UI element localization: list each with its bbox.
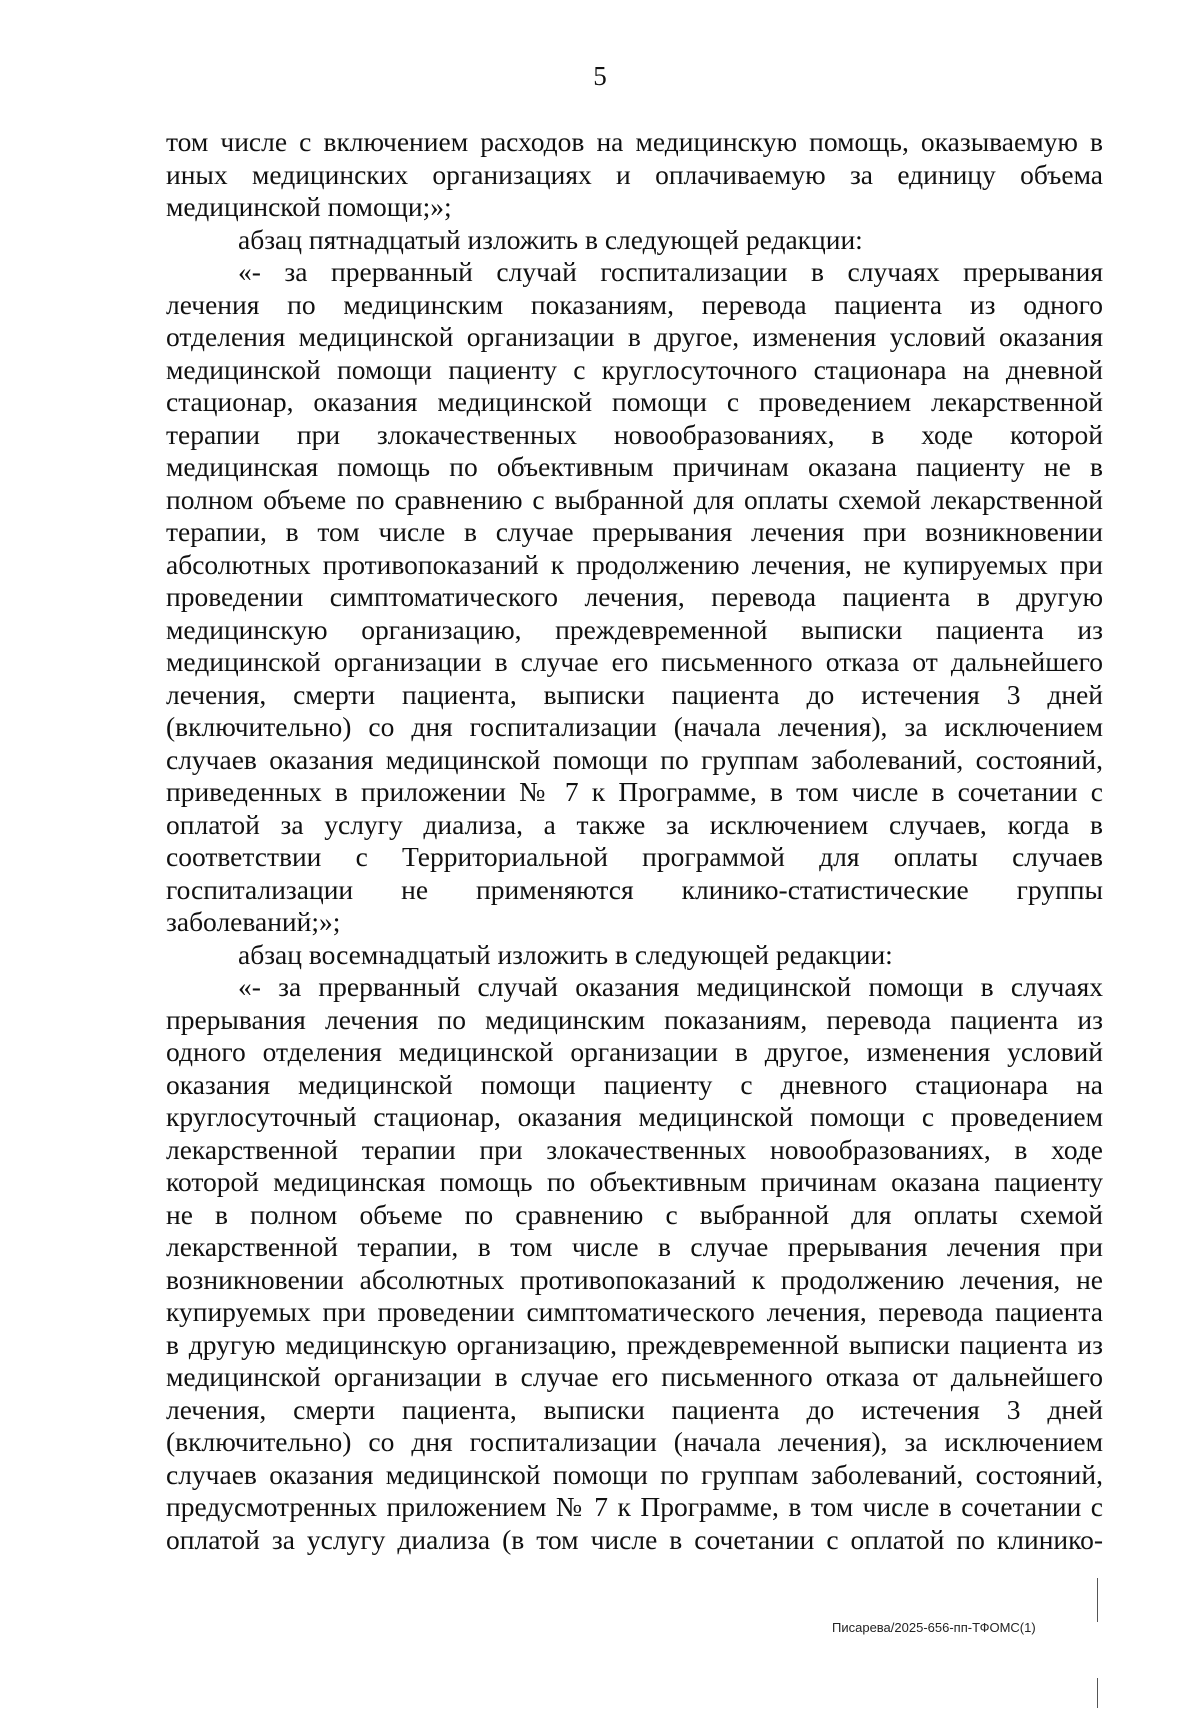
text-line: лечения, смерти пациента, выписки пациента до истечения 3 дней <box>166 678 1103 710</box>
scan-edge-mark <box>1097 1578 1098 1622</box>
text-line: стационар, оказания медицинской помощи с проведением лекарственной <box>166 386 1103 417</box>
text-line: лечения по медицинским показаниям, перевода пациента из одного <box>166 288 1103 320</box>
text-line: (включительно) со дня госпитализации (начала лечения), за исключением <box>166 1426 1103 1457</box>
text-line: соответствии с Территориальной программой для оплаты случаев <box>166 841 1103 872</box>
text-line: оплатой за услугу диализа (в том числе в сочетании с оплатой по клинико- <box>166 1523 1103 1555</box>
text-line: медицинская помощь по объективным причинам оказана пациенту не в <box>166 451 1103 482</box>
text-line: лекарственной терапии при злокачественных новообразованиях, в ходе <box>166 1133 1103 1165</box>
text-line: прерывания лечения по медицинским показаниям, перевода пациента из <box>166 1003 1103 1035</box>
text-line: в другую медицинскую организацию, преждевременной выписки пациента из <box>166 1328 1103 1360</box>
paragraph-first-line: «- за прерванный случай оказания медицинской помощи в случаях <box>238 971 1103 1002</box>
text-line: случаев оказания медицинской помощи по группам заболеваний, состояний, <box>166 1458 1103 1490</box>
text-line: лечения, смерти пациента, выписки пациента до истечения 3 дней <box>166 1393 1103 1425</box>
text-line: не в полном объеме по сравнению с выбранной для оплаты схемой <box>166 1198 1103 1230</box>
text-line: приведенных в приложении № 7 к Программе, в том числе в сочетании с <box>166 776 1103 807</box>
text-line: госпитализации не применяются клинико-статистические группы <box>166 873 1103 905</box>
paragraph-first-line: абзац пятнадцатый изложить в следующей редакции: <box>238 223 863 255</box>
page-number: 5 <box>593 61 607 91</box>
text-line: иных медицинских организациях и оплачиваемую за единицу объема <box>166 158 1103 190</box>
text-line: медицинской организации в случае его письменного отказа от дальнейшего <box>166 646 1103 677</box>
text-line: случаев оказания медицинской помощи по группам заболеваний, состояний, <box>166 743 1103 775</box>
text-line: проведении симптоматического лечения, перевода пациента в другую <box>166 581 1103 612</box>
text-line: которой медицинская помощь по объективным причинам оказана пациенту <box>166 1166 1103 1197</box>
scan-edge-mark <box>1097 1678 1098 1708</box>
text-line: предусмотренных приложением № 7 к Программе, в том числе в сочетании с <box>166 1491 1103 1522</box>
text-line: купируемых при проведении симптоматического лечения, перевода пациента <box>166 1296 1103 1327</box>
text-line: лекарственной терапии, в том числе в случае прерывания лечения при <box>166 1231 1103 1262</box>
text-line: медицинской помощи;»; <box>166 191 452 222</box>
document-body <box>166 126 1103 1556</box>
text-line: том числе с включением расходов на медицинскую помощь, оказываемую в <box>166 126 1103 157</box>
paragraph-first-line: «- за прерванный случай госпитализации в случаях прерывания <box>238 256 1103 287</box>
text-line: круглосуточный стационар, оказания медицинской помощи с проведением <box>166 1101 1103 1132</box>
text-line: абсолютных противопоказаний к продолжению лечения, не купируемых при <box>166 548 1103 580</box>
text-line: медицинской организации в случае его письменного отказа от дальнейшего <box>166 1361 1103 1392</box>
text-line: оказания медицинской помощи пациенту с дневного стационара на <box>166 1068 1103 1100</box>
text-line: медицинской помощи пациенту с круглосуточного стационара на дневной <box>166 353 1103 385</box>
text-line: медицинскую организацию, преждевременной выписки пациента из <box>166 613 1103 645</box>
text-line: терапии, в том числе в случае прерывания лечения при возникновении <box>166 516 1103 547</box>
text-line: заболеваний;»; <box>166 906 341 937</box>
text-line: полном объеме по сравнению с выбранной для оплаты схемой лекарственной <box>166 483 1103 515</box>
text-line: одного отделения медицинской организации в другое, изменения условий <box>166 1036 1103 1067</box>
text-line: возникновении абсолютных противопоказаний к продолжению лечения, не <box>166 1263 1103 1295</box>
text-line: (включительно) со дня госпитализации (начала лечения), за исключением <box>166 711 1103 742</box>
text-line: оплатой за услугу диализа, а также за исключением случаев, когда в <box>166 808 1103 840</box>
paragraph-first-line: абзац восемнадцатый изложить в следующей редакции: <box>238 938 893 970</box>
text-line: терапии при злокачественных новообразованиях, в ходе которой <box>166 418 1103 450</box>
document-code: Писарева/2025-656-пп-ТФОМС(1) <box>832 1620 1036 1635</box>
text-line: отделения медицинской организации в другое, изменения условий оказания <box>166 321 1103 352</box>
